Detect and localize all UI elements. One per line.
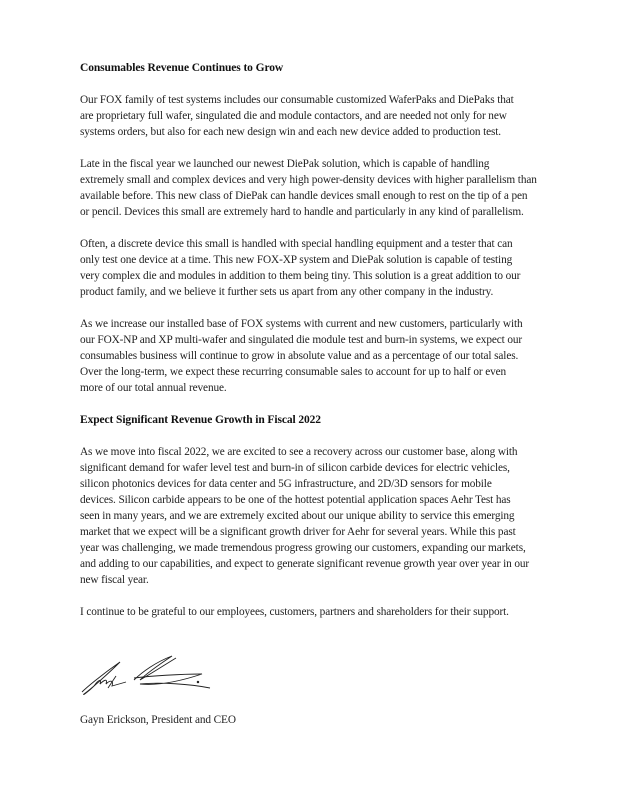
text-line: As we move into fiscal 2022, we are excited to see a recovery across our customer base, along with [80, 446, 518, 458]
text-line: year was challenging, we made tremendous progress growing our customers, expanding our markets, [80, 542, 526, 554]
paragraph [80, 444, 570, 588]
paragraph-spacer [80, 300, 570, 316]
paragraph-spacer [80, 220, 570, 236]
paragraph [80, 92, 570, 140]
text-line: our FOX-NP and XP multi-wafer and singulated die module test and burn-in systems, we expect our [80, 334, 523, 346]
text-line: Often, a discrete device this small is handled with special handling equipment and a tester that can [80, 238, 513, 250]
letter-page [80, 60, 570, 728]
text-line: seen in many years, and we are extremely excited about our unique ability to service this emerging [80, 510, 515, 522]
text-line: consumables business will continue to grow in absolute value and as a percentage of our total sales. [80, 350, 519, 362]
paragraph [80, 236, 570, 300]
paragraph-spacer [80, 396, 570, 412]
paragraph [80, 156, 570, 220]
text-line: devices. Silicon carbide appears to be one of the hottest potential application spaces Aehr Test has [80, 494, 511, 506]
section-growth-body [80, 444, 570, 636]
text-line: and adding to our capabilities, and expect to generate significant revenue growth year over year in our [80, 558, 530, 570]
text-line: As we increase our installed base of FOX systems with current and new customers, particularly with [80, 318, 523, 330]
paragraph-spacer [80, 620, 570, 636]
text-line: silicon photonics devices for data center and 5G infrastructure, and 2D/3D sensors for mobile [80, 478, 492, 490]
text-line: Late in the fiscal year we launched our newest DiePak solution, which is capable of handling [80, 158, 490, 170]
paragraph [80, 316, 570, 396]
text-line: I continue to be grateful to our employees, customers, partners and shareholders for their support. [80, 606, 509, 618]
paragraph-spacer [80, 588, 570, 604]
text-line: product family, and we believe it further sets us apart from any other company in the industry. [80, 286, 494, 298]
section-heading-growth: Expect Significant Revenue Growth in Fiscal 2022 [80, 414, 321, 426]
paragraph [80, 604, 570, 620]
text-line: new fiscal year. [80, 574, 149, 586]
text-line: Over the long-term, we expect these recurring consumable sales to account for up to half or even [80, 366, 507, 378]
paragraph-spacer [80, 140, 570, 156]
text-line: systems orders, but also for each new design win and each new device added to production test. [80, 126, 502, 138]
section-consumables-body [80, 92, 570, 412]
text-line: significant demand for wafer level test and burn-in of silicon carbide devices for electric vehicles, [80, 462, 510, 474]
text-line: or pencil. Devices this small are extremely hard to handle and particularly in any kind of parallelism. [80, 206, 524, 218]
text-line: are proprietary full wafer, singulated die and module contactors, and are needed not only for new [80, 110, 507, 122]
text-line: available before. This new class of DiePak can handle devices small enough to rest on the tip of a pen [80, 190, 528, 202]
text-line: market that we expect will be a significant growth driver for Aehr for several years. While this past [80, 526, 516, 538]
text-line: extremely small and complex devices and very high power-density devices with higher parallelism than [80, 174, 537, 186]
section-heading-consumables: Consumables Revenue Continues to Grow [80, 62, 284, 74]
signatory-name: Gayn Erickson, President and CEO [80, 714, 236, 726]
text-line: more of our total annual revenue. [80, 382, 227, 394]
text-line: only test one device at a time. This new FOX-XP system and DiePak solution is capable of testing [80, 254, 513, 266]
text-line: Our FOX family of test systems includes our consumable customized WaferPaks and DiePaks that [80, 94, 514, 106]
signature-image [80, 650, 570, 698]
text-line: very complex die and modules in addition to them being tiny. This solution is a great addition to our [80, 270, 521, 282]
